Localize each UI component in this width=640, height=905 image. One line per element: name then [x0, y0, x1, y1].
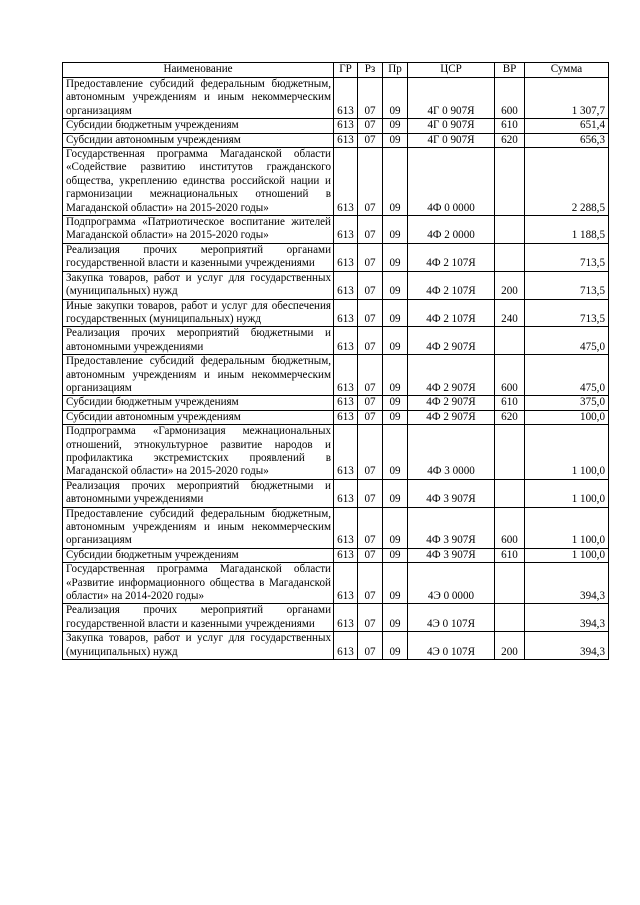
cell-sum: 375,0: [525, 396, 609, 410]
cell-csr: 4Ф 2 907Я: [408, 396, 495, 410]
cell-name: Государственная программа Магаданской области «Развитие информационного общества в Магаданской области» на 2014-2020 годы»: [63, 563, 334, 604]
cell-pr: 09: [383, 133, 408, 147]
cell-rz: 07: [358, 479, 383, 507]
cell-name: Реализация прочих мероприятий бюджетными и автономными учреждениями: [63, 327, 334, 355]
cell-pr: 09: [383, 425, 408, 480]
cell-name: Подпрограмма «Гармонизация межнациональных отношений, этнокультурное развитие народов и профилактика экстремистских проявлений в Магаданской области» на 2015-2020 годы»: [63, 425, 334, 480]
header-rz: Рз: [358, 63, 383, 78]
table-row: [63, 299, 609, 327]
table-row: [63, 548, 609, 562]
cell-sum: 1 188,5: [525, 216, 609, 244]
cell-pr: 09: [383, 410, 408, 424]
cell-vr: 240: [495, 299, 525, 327]
cell-csr: 4Э 0 0000: [408, 563, 495, 604]
cell-vr: 600: [495, 78, 525, 119]
cell-csr: 4Г 0 907Я: [408, 119, 495, 133]
cell-name: Предоставление субсидий федеральным бюджетным, автономным учреждениям и иным некоммерческим организациям: [63, 507, 334, 548]
cell-name: Предоставление субсидий федеральным бюджетным, автономным учреждениям и иным некоммерческим организациям: [63, 355, 334, 396]
cell-pr: 09: [383, 507, 408, 548]
cell-name: Реализация прочих мероприятий органами государственной власти и казенными учреждениями: [63, 243, 334, 271]
table-row: [63, 507, 609, 548]
cell-sum: 475,0: [525, 355, 609, 396]
cell-sum: 713,5: [525, 299, 609, 327]
cell-vr: [495, 216, 525, 244]
cell-pr: 09: [383, 563, 408, 604]
cell-vr: [495, 148, 525, 216]
cell-csr: 4Ф 2 907Я: [408, 355, 495, 396]
cell-rz: 07: [358, 604, 383, 632]
cell-name: Субсидии автономным учреждениям: [63, 410, 334, 424]
table-row: [63, 148, 609, 216]
cell-csr: 4Ф 2 107Я: [408, 299, 495, 327]
document-page: [62, 62, 608, 660]
table-row: [63, 632, 609, 660]
cell-vr: [495, 479, 525, 507]
cell-rz: 07: [358, 299, 383, 327]
cell-vr: 610: [495, 548, 525, 562]
cell-sum: 394,3: [525, 604, 609, 632]
cell-pr: 09: [383, 216, 408, 244]
cell-csr: 4Ф 2 907Я: [408, 327, 495, 355]
cell-rz: 07: [358, 355, 383, 396]
cell-pr: 09: [383, 548, 408, 562]
table-row: [63, 271, 609, 299]
cell-pr: 09: [383, 396, 408, 410]
table-row: [63, 243, 609, 271]
cell-csr: 4Э 0 107Я: [408, 632, 495, 660]
table-body: [63, 78, 609, 660]
cell-vr: 200: [495, 632, 525, 660]
cell-sum: 394,3: [525, 563, 609, 604]
table-row: [63, 78, 609, 119]
cell-sum: 1 100,0: [525, 425, 609, 480]
cell-sum: 394,3: [525, 632, 609, 660]
table-row: [63, 396, 609, 410]
cell-pr: 09: [383, 327, 408, 355]
cell-rz: 07: [358, 148, 383, 216]
cell-name: Реализация прочих мероприятий бюджетными и автономными учреждениями: [63, 479, 334, 507]
cell-gr: 613: [334, 355, 358, 396]
cell-name: Реализация прочих мероприятий органами государственной власти и казенными учреждениями: [63, 604, 334, 632]
cell-pr: 09: [383, 479, 408, 507]
cell-csr: 4Ф 2 0000: [408, 216, 495, 244]
cell-sum: 1 307,7: [525, 78, 609, 119]
cell-csr: 4Ф 3 907Я: [408, 507, 495, 548]
cell-csr: 4Ф 2 107Я: [408, 271, 495, 299]
cell-gr: 613: [334, 299, 358, 327]
cell-gr: 613: [334, 563, 358, 604]
cell-gr: 613: [334, 396, 358, 410]
table-row: [63, 425, 609, 480]
cell-rz: 07: [358, 410, 383, 424]
cell-gr: 613: [334, 507, 358, 548]
cell-gr: 613: [334, 548, 358, 562]
cell-pr: 09: [383, 604, 408, 632]
table-row: [63, 327, 609, 355]
cell-rz: 07: [358, 216, 383, 244]
cell-gr: 613: [334, 78, 358, 119]
cell-vr: 600: [495, 355, 525, 396]
cell-sum: 656,3: [525, 133, 609, 147]
cell-gr: 613: [334, 604, 358, 632]
cell-rz: 07: [358, 133, 383, 147]
cell-vr: [495, 604, 525, 632]
cell-name: Закупка товаров, работ и услуг для государственных (муниципальных) нужд: [63, 271, 334, 299]
cell-name: Государственная программа Магаданской области «Содействие развитию институтов гражданского общества, укреплению единства российской нации и гармонизации межнациональных отношений в Магаданской области» на 2015-2020 годы»: [63, 148, 334, 216]
cell-pr: 09: [383, 148, 408, 216]
table-row: [63, 563, 609, 604]
cell-rz: 07: [358, 396, 383, 410]
header-name: Наименование: [63, 63, 334, 78]
cell-sum: 713,5: [525, 243, 609, 271]
table-row: [63, 410, 609, 424]
cell-gr: 613: [334, 327, 358, 355]
cell-name: Субсидии бюджетным учреждениям: [63, 548, 334, 562]
cell-vr: [495, 243, 525, 271]
cell-name: Закупка товаров, работ и услуг для государственных (муниципальных) нужд: [63, 632, 334, 660]
cell-vr: [495, 425, 525, 480]
cell-rz: 07: [358, 243, 383, 271]
cell-csr: 4Ф 0 0000: [408, 148, 495, 216]
header-pr: Пр: [383, 63, 408, 78]
table-row: [63, 216, 609, 244]
cell-rz: 07: [358, 119, 383, 133]
cell-sum: 2 288,5: [525, 148, 609, 216]
cell-vr: 610: [495, 119, 525, 133]
cell-name: Субсидии бюджетным учреждениям: [63, 396, 334, 410]
cell-sum: 651,4: [525, 119, 609, 133]
cell-pr: 09: [383, 299, 408, 327]
cell-gr: 613: [334, 216, 358, 244]
table-row: [63, 604, 609, 632]
cell-sum: 1 100,0: [525, 479, 609, 507]
cell-gr: 613: [334, 425, 358, 480]
cell-csr: 4Ф 3 907Я: [408, 548, 495, 562]
header-gr: ГР: [334, 63, 358, 78]
cell-vr: 610: [495, 396, 525, 410]
cell-name: Иные закупки товаров, работ и услуг для обеспечения государственных (муниципальных) нужд: [63, 299, 334, 327]
cell-gr: 613: [334, 243, 358, 271]
cell-csr: 4Ф 3 0000: [408, 425, 495, 480]
budget-table: [62, 62, 609, 660]
cell-vr: [495, 563, 525, 604]
table-header-row: [63, 63, 609, 78]
cell-pr: 09: [383, 78, 408, 119]
cell-csr: 4Э 0 107Я: [408, 604, 495, 632]
cell-pr: 09: [383, 271, 408, 299]
cell-rz: 07: [358, 78, 383, 119]
cell-gr: 613: [334, 632, 358, 660]
cell-gr: 613: [334, 271, 358, 299]
cell-rz: 07: [358, 327, 383, 355]
cell-gr: 613: [334, 119, 358, 133]
cell-name: Субсидии автономным учреждениям: [63, 133, 334, 147]
cell-rz: 07: [358, 548, 383, 562]
header-csr: ЦСР: [408, 63, 495, 78]
cell-csr: 4Ф 2 107Я: [408, 243, 495, 271]
table-row: [63, 119, 609, 133]
cell-rz: 07: [358, 563, 383, 604]
cell-rz: 07: [358, 632, 383, 660]
table-row: [63, 479, 609, 507]
cell-sum: 475,0: [525, 327, 609, 355]
cell-pr: 09: [383, 243, 408, 271]
cell-gr: 613: [334, 148, 358, 216]
table-row: [63, 133, 609, 147]
cell-vr: 600: [495, 507, 525, 548]
header-sum: Сумма: [525, 63, 609, 78]
cell-name: Подпрограмма «Патриотическое воспитание жителей Магаданской области» на 2015-2020 годы»: [63, 216, 334, 244]
cell-rz: 07: [358, 425, 383, 480]
table-row: [63, 355, 609, 396]
cell-csr: 4Ф 3 907Я: [408, 479, 495, 507]
cell-pr: 09: [383, 355, 408, 396]
cell-csr: 4Ф 2 907Я: [408, 410, 495, 424]
cell-rz: 07: [358, 507, 383, 548]
cell-csr: 4Г 0 907Я: [408, 133, 495, 147]
cell-sum: 713,5: [525, 271, 609, 299]
cell-name: Предоставление субсидий федеральным бюджетным, автономным учреждениям и иным некоммерческим организациям: [63, 78, 334, 119]
cell-pr: 09: [383, 632, 408, 660]
cell-gr: 613: [334, 133, 358, 147]
cell-vr: 200: [495, 271, 525, 299]
header-vr: ВР: [495, 63, 525, 78]
cell-vr: 620: [495, 133, 525, 147]
cell-sum: 100,0: [525, 410, 609, 424]
cell-pr: 09: [383, 119, 408, 133]
cell-vr: [495, 327, 525, 355]
cell-rz: 07: [358, 271, 383, 299]
cell-sum: 1 100,0: [525, 507, 609, 548]
cell-name: Субсидии бюджетным учреждениям: [63, 119, 334, 133]
cell-csr: 4Г 0 907Я: [408, 78, 495, 119]
cell-gr: 613: [334, 479, 358, 507]
cell-vr: 620: [495, 410, 525, 424]
cell-gr: 613: [334, 410, 358, 424]
cell-sum: 1 100,0: [525, 548, 609, 562]
